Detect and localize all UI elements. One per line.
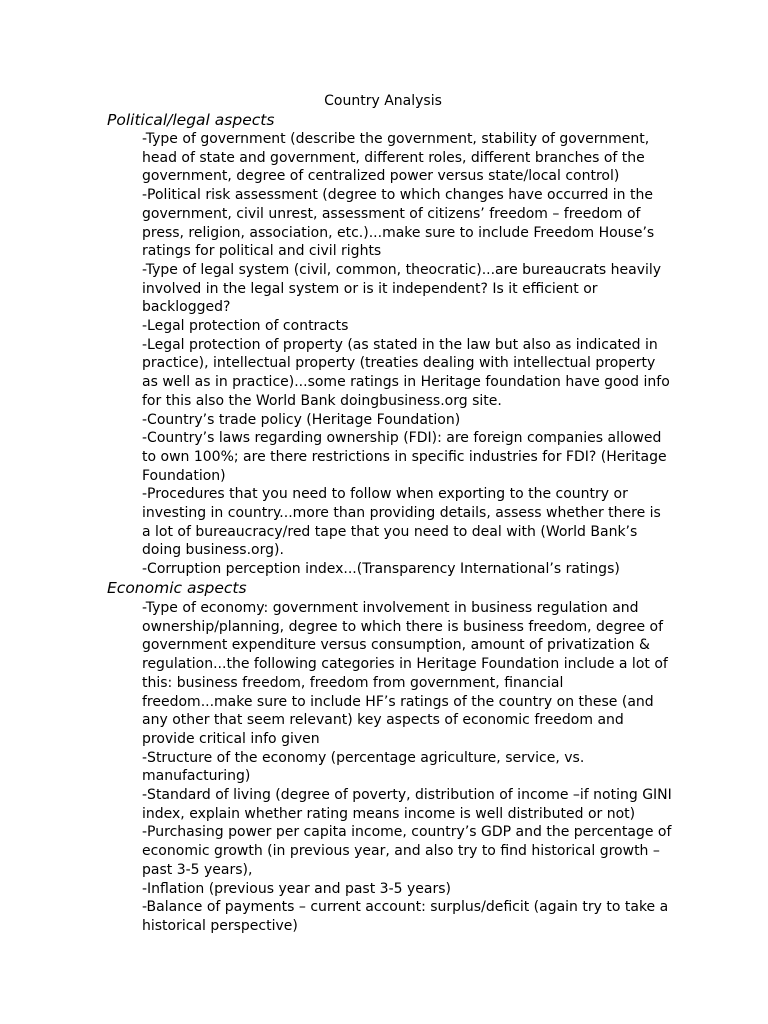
- list-item: -Country’s trade policy (Heritage Foundation): [142, 411, 461, 428]
- list-item: -Legal protection of property (as stated in the law but also as indicated in practice), intellectual property (treaties dealing with intellectual property as well as in practice)...some ratings in Heritage foundation have good info for this also the World Bank doingbusiness.org site.: [142, 336, 670, 409]
- section-heading-political-legal: Political/legal aspects: [107, 111, 275, 129]
- list-item: -Country’s laws regarding ownership (FDI): are foreign companies allowed to own 100%; are there restrictions in specific industries for FDI? (Heritage Foundation): [142, 430, 667, 484]
- list-item: -Corruption perception index...(Transparency International’s ratings): [142, 561, 620, 578]
- economic-items: [142, 599, 672, 936]
- list-item: -Political risk assessment (degree to which changes have occurred in the government, civil unrest, assessment of citizens’ freedom – freedom of press, religion, association, etc.)...make sure to include Freedom House’s ratings for political and civil rights: [142, 187, 655, 260]
- list-item: -Purchasing power per capita income, country’s GDP and the percentage of economic growth (in previous year, and also try to find historical growth – past 3-5 years),: [142, 824, 672, 878]
- list-item: -Inflation (previous year and past 3-5 years): [142, 880, 451, 897]
- list-item: -Procedures that you need to follow when exporting to the country or investing in country...more than providing details, assess whether there is a lot of bureaucracy/red tape that you need to deal with (World Bank’s doing business.org).: [142, 486, 661, 559]
- document-title: Country Analysis: [324, 93, 442, 109]
- section-heading-economic: Economic aspects: [107, 579, 247, 597]
- list-item: -Legal protection of contracts: [142, 318, 349, 335]
- political-legal-items: [142, 130, 672, 579]
- list-item: -Balance of payments – current account: surplus/deficit (again try to take a historical perspective): [142, 899, 669, 934]
- list-item: -Standard of living (degree of poverty, distribution of income –if noting GINI index, explain whether rating means income is well distributed or not): [142, 787, 672, 822]
- list-item: -Type of government (describe the government, stability of government, head of state and government, different roles, different branches of the government, degree of centralized power versus state/local control): [142, 131, 650, 185]
- list-item: -Type of economy: government involvement in business regulation and ownership/planning, degree to which there is business freedom, degree of government expenditure versus consumption, amount of privatization & regulation...the following categories in Heritage Foundation include a lot of this: business freedom, freedom from government, financial freedom...make sure to include HF’s ratings of the country on these (and any other that seem relevant) key aspects of economic freedom and provide critical info given: [142, 600, 668, 747]
- list-item: -Structure of the economy (percentage agriculture, service, vs. manufacturing): [142, 749, 585, 785]
- list-item: -Type of legal system (civil, common, theocratic)...are bureaucrats heavily involved in the legal system or is it independent? Is it efficient or backlogged?: [142, 261, 662, 316]
